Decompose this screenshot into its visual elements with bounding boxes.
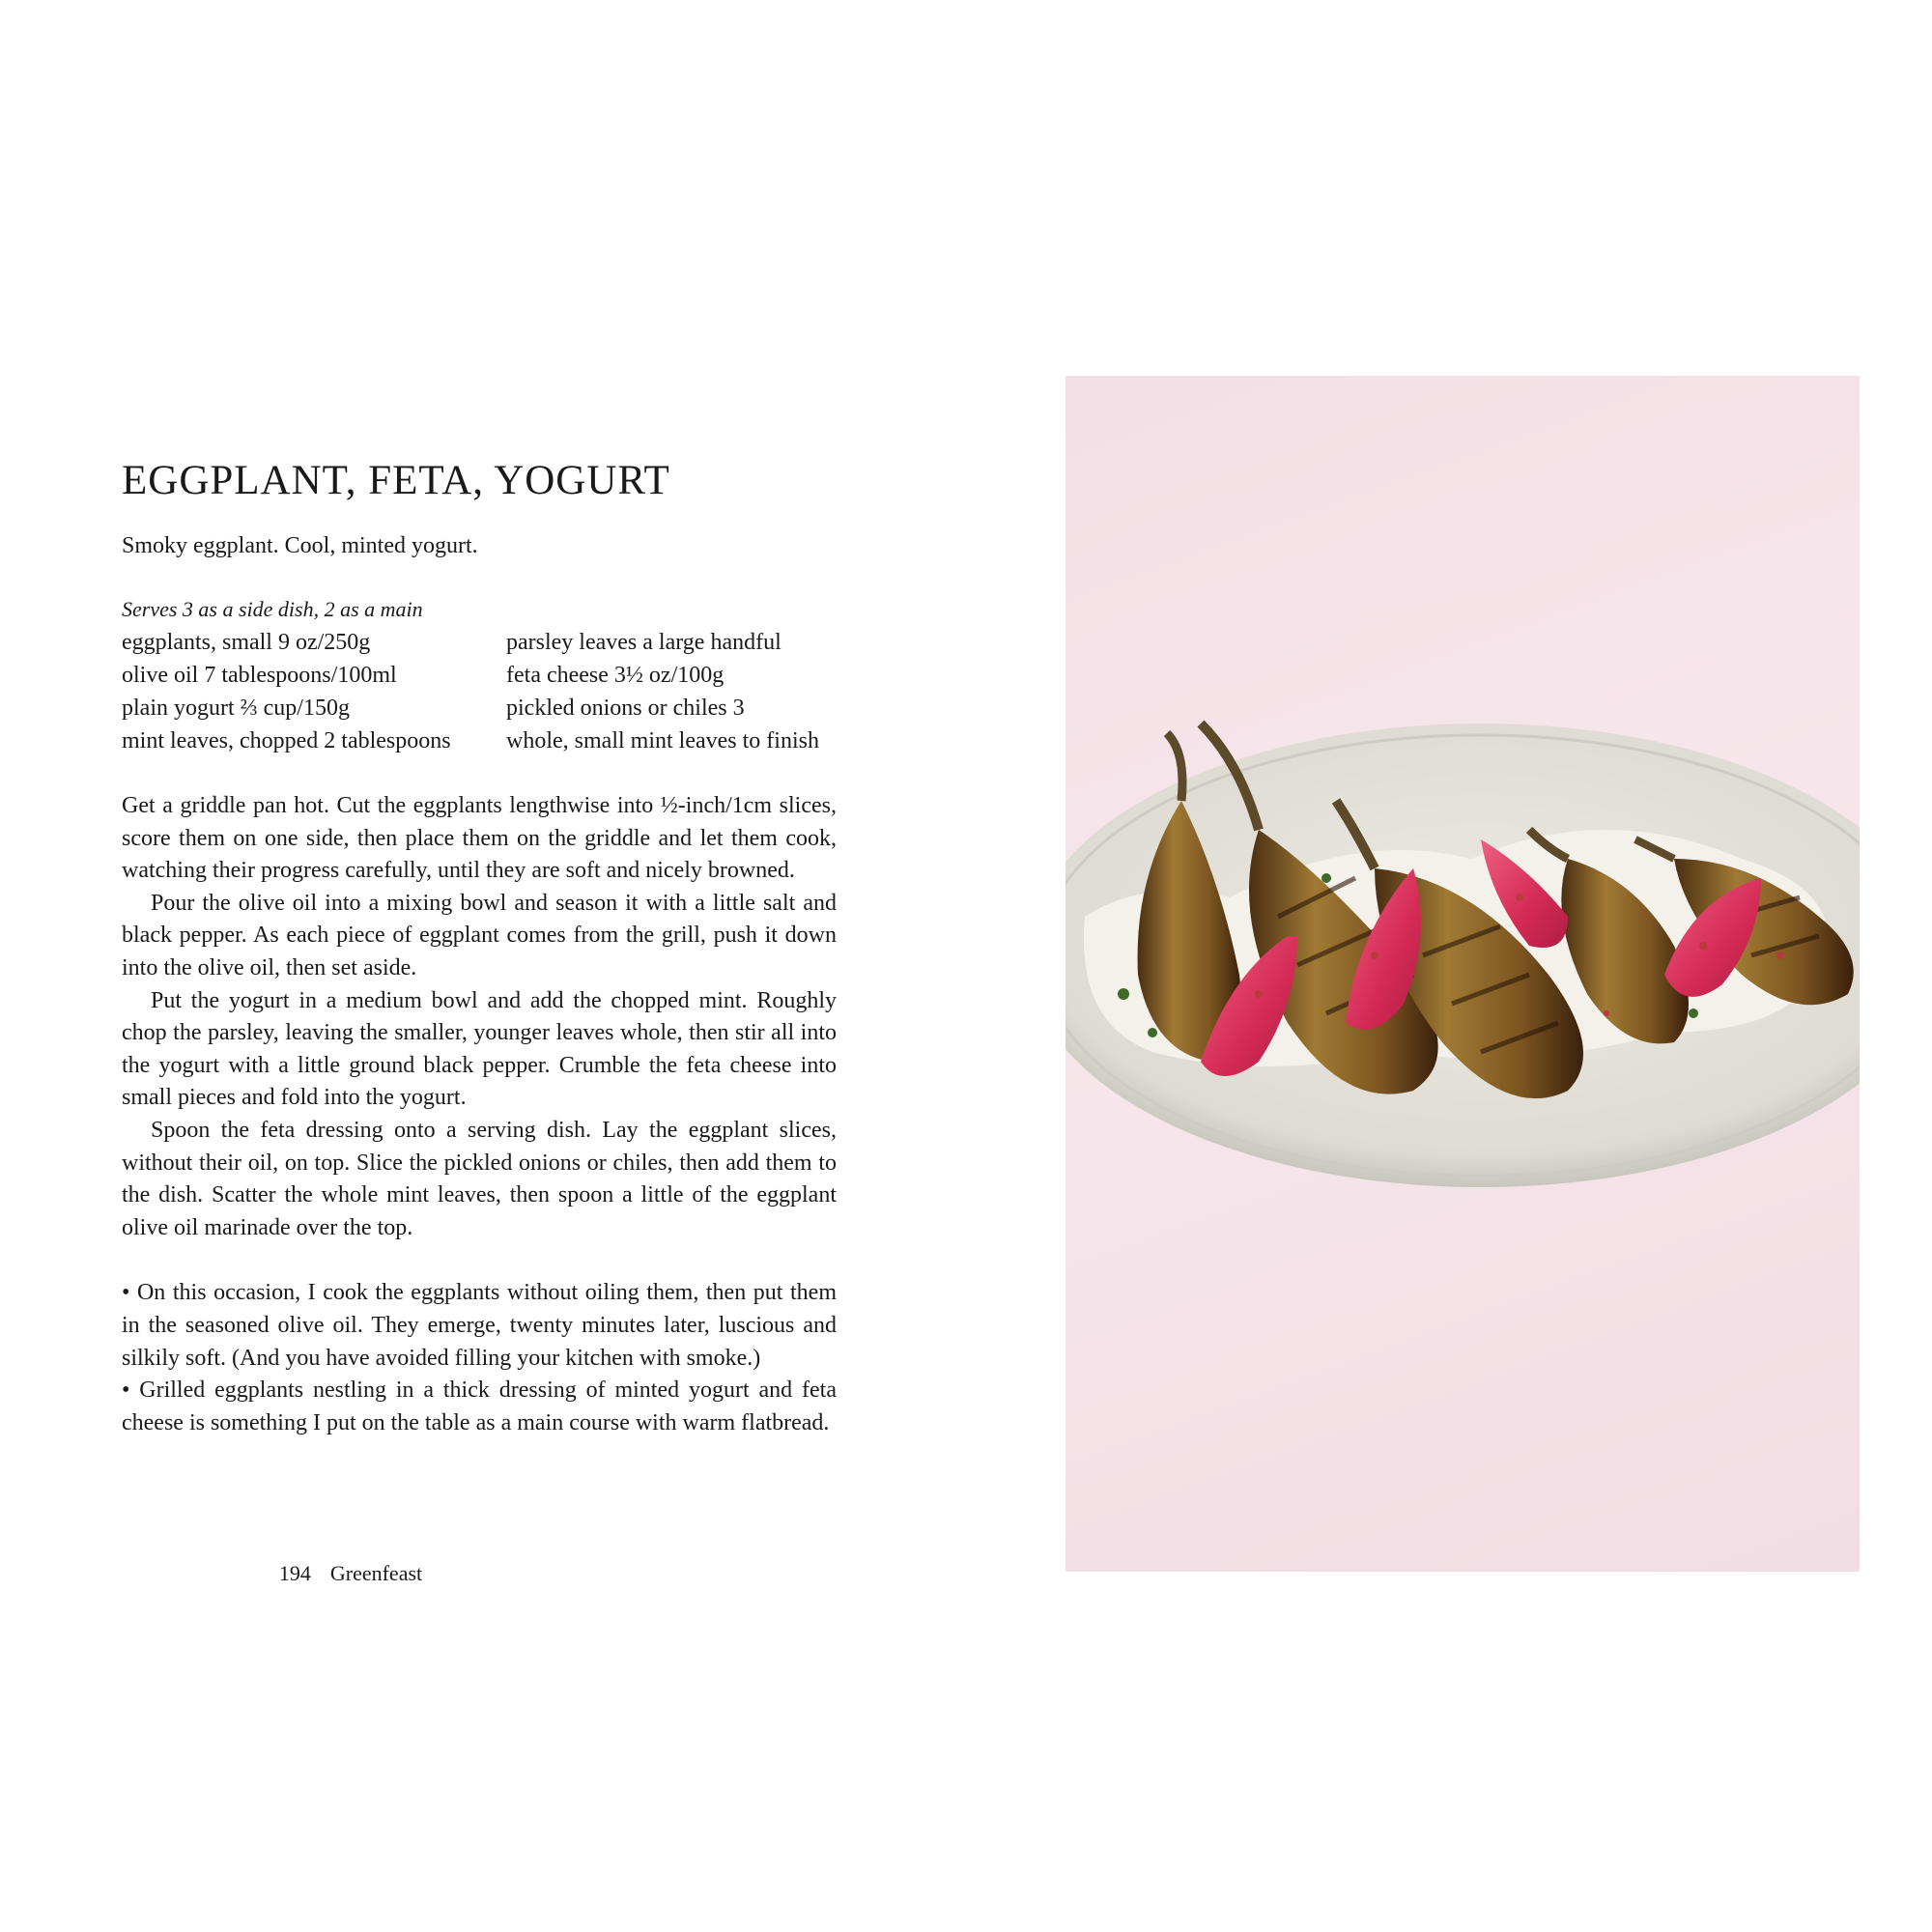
note-item: • On this occasion, I cook the eggplants without oiling them, then put them in the seasoned olive oil. They emerge, twenty minutes later, luscious and silkily soft. (And you have avoided filling your kitchen with smoke.) <box>122 1280 837 1371</box>
book-title: Greenfeast <box>329 1561 423 1585</box>
notes-section <box>122 1277 837 1439</box>
method-paragraph: Put the yogurt in a medium bowl and add the chopped mint. Roughly chop the parsley, leaving the smaller, younger leaves whole, then stir all into the yogurt with a little ground black pepper. Crumble the feta cheese into small pieces and fold into the yogurt. <box>122 987 837 1111</box>
method-section <box>122 790 837 1244</box>
page-number: 194 <box>278 1561 311 1585</box>
page-footer <box>122 1559 580 1588</box>
ingredient-item: plain yogurt ⅔ cup/150g <box>122 696 350 721</box>
dish-photo <box>1065 376 1860 1572</box>
method-paragraph: Pour the olive oil into a mixing bowl and season it with a little salt and black pepper. As each piece of eggplant comes from the grill, push it down into the olive oil, then set aside. <box>122 890 837 980</box>
recipe-intro: Smoky eggplant. Cool, minted yogurt. <box>122 533 478 558</box>
method-paragraph: Get a griddle pan hot. Cut the eggplants lengthwise into ½-inch/1cm slices, score them on one side, then place them on the griddle and let them cook, watching their progress carefully, until they are soft and nicely browned. <box>122 793 837 884</box>
note-item: • Grilled eggplants nestling in a thick dressing of minted yogurt and feta cheese is something I put on the table as a main course with warm flatbread. <box>122 1378 837 1435</box>
ingredient-item: olive oil 7 tablespoons/100ml <box>122 663 397 688</box>
ingredients-list <box>122 626 837 757</box>
ingredient-item: eggplants, small 9 oz/250g <box>122 630 371 655</box>
ingredient-item: pickled onions or chiles 3 <box>506 696 745 721</box>
serves-line: Serves 3 as a side dish, 2 as a main <box>122 597 423 621</box>
method-paragraph: Spoon the feta dressing onto a serving dish. Lay the eggplant slices, without their oil, on top. Slice the pickled onions or chiles, then add them to the dish. Scatter the whole mint leaves, then spoon a little of the eggplant olive oil marinade over the top. <box>122 1117 837 1240</box>
ingredient-item: mint leaves, chopped 2 tablespoons <box>122 728 451 753</box>
recipe-page <box>122 454 837 1439</box>
ingredients-column-left <box>122 626 506 757</box>
dish-illustration <box>1065 376 1860 1572</box>
ingredient-item: feta cheese 3½ oz/100g <box>506 663 724 688</box>
ingredient-item: parsley leaves a large handful <box>506 630 781 655</box>
ingredients-column-right <box>506 626 837 757</box>
recipe-title: EGGPLANT, FETA, YOGURT <box>122 458 670 503</box>
ingredient-item: whole, small mint leaves to finish <box>506 728 819 753</box>
